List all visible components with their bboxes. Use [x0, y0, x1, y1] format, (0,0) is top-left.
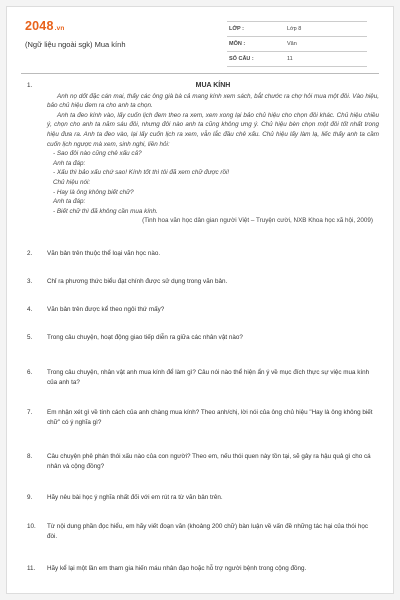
- question-text: Câu chuyện phê phán thói xấu nào của con người? Theo em, nếu thói quen này tồn tại, sẽ gây ra hậu quả gì cho cá nhân và cộng đồng?: [47, 453, 371, 470]
- question-text: Từ nội dung phần đọc hiểu, em hãy viết đoạn văn (khoảng 200 chữ) bàn luận về vấn đề những tác hại của thói học đòi.: [47, 523, 369, 540]
- question-7: [21, 408, 379, 427]
- document-title: (Ngữ liệu ngoài sgk) Mua kính: [25, 40, 126, 49]
- question-number: 3.: [27, 278, 33, 285]
- passage-line: - Sao đôi nào cũng chê xấu cả?: [53, 150, 142, 158]
- question-text: Em nhận xét gì về tính cách của anh chàng mua kính? Theo anh/chị, lời nói của ông chủ hiệu "Hay là ông không biết chữ" có ý nghĩa gì?: [47, 409, 373, 426]
- question-number: 7.: [27, 409, 33, 416]
- question-2: [21, 249, 379, 259]
- question-text: Trong câu chuyện, nhân vật anh mua kính để làm gì? Câu nói nào thể hiện ẩn ý về mục đích thực sự việc mua kính của anh ta?: [47, 369, 370, 386]
- question-9: [21, 493, 379, 503]
- logo-text: 2048: [25, 19, 54, 33]
- passage-line: Anh ta đáp:: [53, 198, 86, 206]
- passage-line: - Hay là ông không biết chữ?: [53, 188, 134, 196]
- question-number: 1.: [27, 82, 33, 89]
- question-text: Văn bản trên được kể theo ngôi thứ mấy?: [47, 306, 165, 313]
- question-4: [21, 305, 379, 315]
- site-logo[interactable]: [25, 19, 65, 33]
- question-number: 4.: [27, 306, 33, 313]
- meta-table: [227, 21, 367, 67]
- passage-line: - Xấu thì bảo xấu chứ sao! Kính tốt thì tôi đã xem chữ được rồi!: [53, 169, 230, 177]
- question-10: [21, 522, 379, 541]
- question-6: [21, 368, 379, 387]
- question-11: [21, 564, 379, 574]
- passage-line: Anh ta đáp:: [53, 159, 86, 167]
- meta-row-count: [227, 52, 367, 67]
- logo-suffix: .vn: [54, 25, 65, 32]
- passage-source: (Tinh hoa văn học dân gian người Việt – Truyện cười, NXB Khoa học xã hội, 2009): [142, 217, 373, 225]
- passage-paragraph: Anh ta đeo kính vào, lấy cuốn lịch đem theo ra xem, xem xong lại bảo chủ hiệu cho chọn đôi khác. Chủ hiệu chiều ý, chọn cho anh ta năm sáu đôi, nhưng đôi nào anh ta cũng không ưng ý. Chủ hiệu bèn chọn một đôi tốt nhất trong hiệu đưa ra. Anh ta đeo vào, lại lấy cuốn lịch ra xem, vẫn lắc đầu chê xấu. Chủ hiệu lấy làm lạ, liếc thấy anh ta cầm cuốn lịch ngược mà xem, sinh nghi, liền hỏi:: [47, 111, 379, 148]
- question-number: 11.: [27, 565, 36, 572]
- passage-title: MUA KÍNH: [195, 82, 231, 89]
- question-text: Hãy kể lại một lần em tham gia hiến máu nhân đạo hoặc hỗ trợ người bệnh trong cộng đồng.: [47, 565, 307, 572]
- question-number: 10.: [27, 523, 36, 530]
- passage-paragraph: Anh nọ dốt đặc cán mai, thấy các ông già bà cả mang kính xem sách, bắt chước ra chợ hỏi mua một đôi. Vào hiệu, bảo chủ hiệu đem ra cho anh ta chọn.: [47, 92, 379, 110]
- meta-label: LỚP :: [229, 26, 244, 32]
- question-number: 2.: [27, 250, 33, 257]
- question-1-passage: [21, 81, 379, 226]
- worksheet-page: [6, 6, 394, 594]
- passage-line: - Biết chữ thì đã không cần mua kính.: [53, 207, 158, 215]
- meta-value: Lớp 8: [287, 26, 302, 32]
- question-number: 6.: [27, 369, 33, 376]
- question-text: Văn bản trên thuộc thể loại văn học nào.: [47, 250, 161, 257]
- question-text: Hãy nêu bài học ý nghĩa nhất đối với em rút ra từ văn bản trên.: [47, 494, 223, 501]
- question-text: Trong câu chuyện, hoạt động giao tiếp diễn ra giữa các nhân vật nào?: [47, 334, 243, 341]
- question-3: [21, 277, 379, 287]
- worksheet-header: [7, 7, 393, 69]
- meta-label: SỐ CÂU :: [229, 56, 254, 62]
- meta-row-class: [227, 22, 367, 37]
- question-5: [21, 333, 379, 343]
- passage-line: Chủ hiệu nói:: [53, 178, 91, 186]
- meta-value: 11: [287, 56, 293, 62]
- meta-label: MÔN :: [229, 41, 246, 47]
- header-divider: [21, 73, 379, 74]
- question-text: Chỉ ra phương thức biểu đạt chính được sử dụng trong văn bản.: [47, 278, 228, 285]
- meta-value: Văn: [287, 41, 297, 47]
- question-number: 8.: [27, 453, 33, 460]
- question-number: 9.: [27, 494, 33, 501]
- question-8: [21, 452, 379, 471]
- passage-text: [47, 92, 379, 226]
- meta-row-subject: [227, 37, 367, 52]
- question-number: 5.: [27, 334, 33, 341]
